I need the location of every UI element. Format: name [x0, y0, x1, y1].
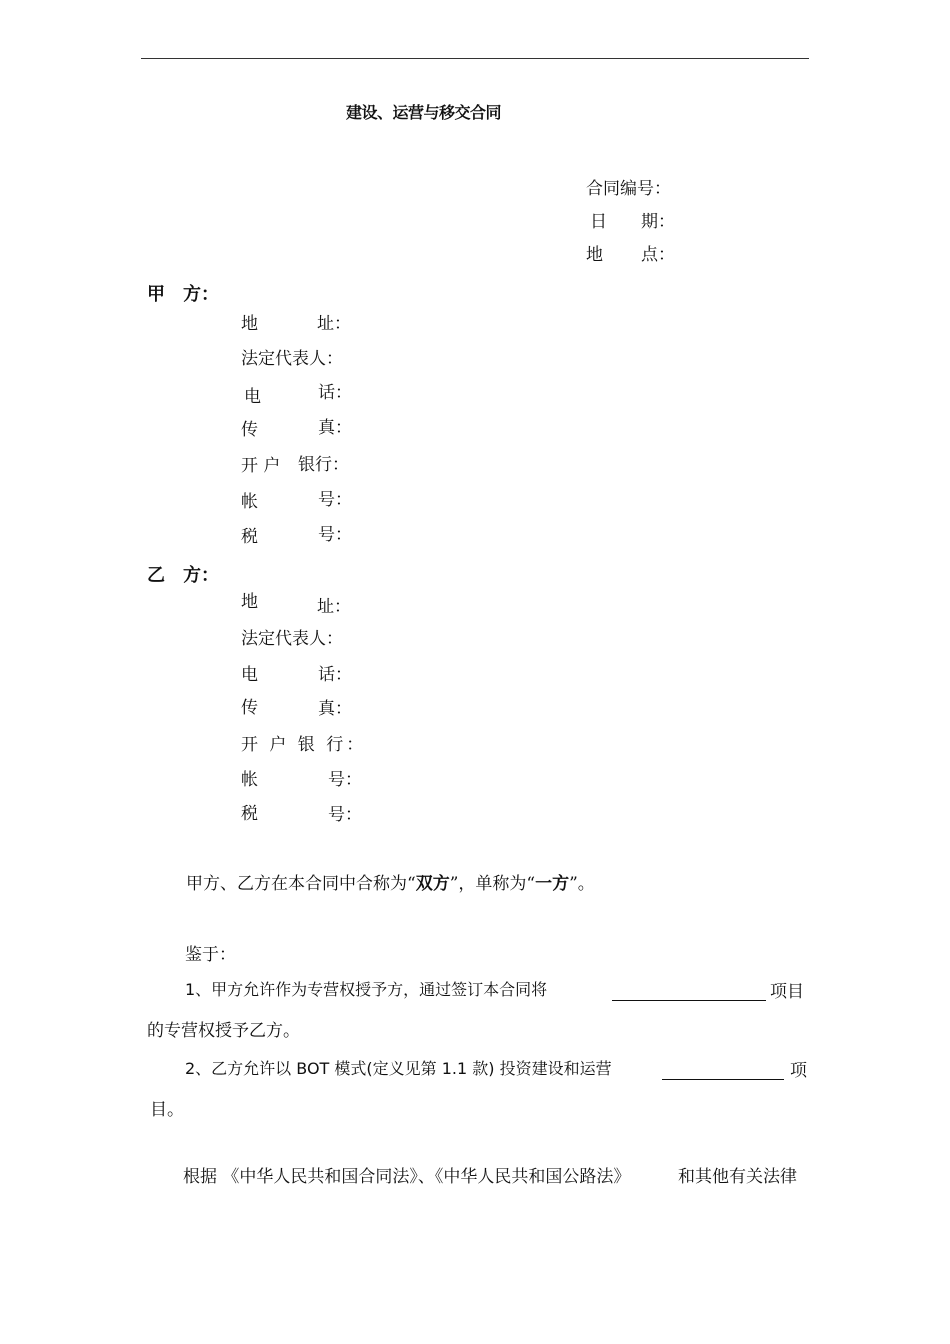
party-b-tax-label-b: 号： [328, 805, 362, 825]
collective-definition [186, 869, 595, 894]
party-b-phone-label-a: 电 [241, 665, 258, 685]
legal-basis-text: 根据 《中华人民共和国合同法》、《中华人民共和国公路法》 [183, 1167, 631, 1187]
party-a-bank-label-b: 银行： [298, 455, 349, 475]
term-both-parties: 双方 [415, 874, 450, 894]
collective-text-2: ”，单称为“ [449, 874, 536, 894]
place-label-a: 地 [586, 245, 603, 265]
collective-text-1: 甲方、乙方在本合同中合称为“ [186, 874, 416, 894]
recital-1: 1、甲方允许作为专营权授予方，通过签订本合同将 [185, 980, 548, 999]
party-b-address-label-b: 址： [317, 597, 351, 617]
recital-2-project-blank [662, 1079, 784, 1080]
party-a-tax-label-a: 税 [241, 527, 258, 547]
party-a-account-label-a: 帐 [241, 492, 258, 512]
contract-number-label: 合同编号： [586, 179, 671, 199]
party-b-fax-label-a: 传 [241, 698, 258, 718]
party-a-tax-label-b: 号： [318, 525, 352, 545]
collective-text-3: ”。 [569, 874, 595, 894]
party-b-account-label-a: 帐 [241, 770, 258, 790]
recital-1-continued: 的专营权授予乙方。 [147, 1021, 300, 1041]
party-a-legal-rep-label: 法定代表人： [241, 349, 343, 369]
header-rule [141, 58, 809, 59]
recital-2-continued: 目。 [150, 1100, 184, 1120]
party-a-address-label-b: 址： [317, 314, 351, 334]
document-title: 建设、运营与移交合同 [346, 103, 502, 122]
party-a-phone-label-b: 话： [318, 383, 352, 403]
date-label-a: 日 [590, 212, 607, 232]
party-b-phone-label-b: 话： [318, 665, 352, 685]
date-label-b: 期： [641, 212, 675, 232]
whereas-heading: 鉴于： [185, 945, 236, 965]
place-label-b: 点： [641, 245, 675, 265]
recital-1-project-blank [612, 1000, 766, 1001]
party-b-bank-label: 开 户 银 行： [241, 735, 367, 755]
party-b-tax-label-a: 税 [241, 804, 258, 824]
party-a-phone-label-a: 电 [244, 387, 261, 407]
party-b-address-label-a: 地 [241, 592, 258, 612]
party-a-fax-label-a: 传 [241, 420, 258, 440]
party-b-fax-label-b: 真： [318, 699, 352, 719]
party-a-address-label-a: 地 [241, 314, 258, 334]
recital-2-tail: 项 [790, 1061, 807, 1081]
party-b-account-label-b: 号： [328, 770, 362, 790]
recital-2: 2、乙方允许以 BOT 模式(定义见第 1.1 款) 投资建设和运营 [185, 1059, 612, 1078]
legal-basis-text-tail: 和其他有关法律 [678, 1167, 797, 1187]
party-a-bank-label-a: 开 户 [241, 456, 281, 476]
party-b-legal-rep-label: 法定代表人： [241, 629, 343, 649]
party-a-heading: 甲 方： [147, 284, 219, 305]
party-b-heading: 乙 方： [147, 565, 219, 586]
term-one-party: 一方 [535, 874, 570, 894]
party-a-account-label-b: 号： [318, 490, 352, 510]
party-a-fax-label-b: 真： [318, 418, 352, 438]
recital-1-tail: 项目 [770, 982, 804, 1002]
